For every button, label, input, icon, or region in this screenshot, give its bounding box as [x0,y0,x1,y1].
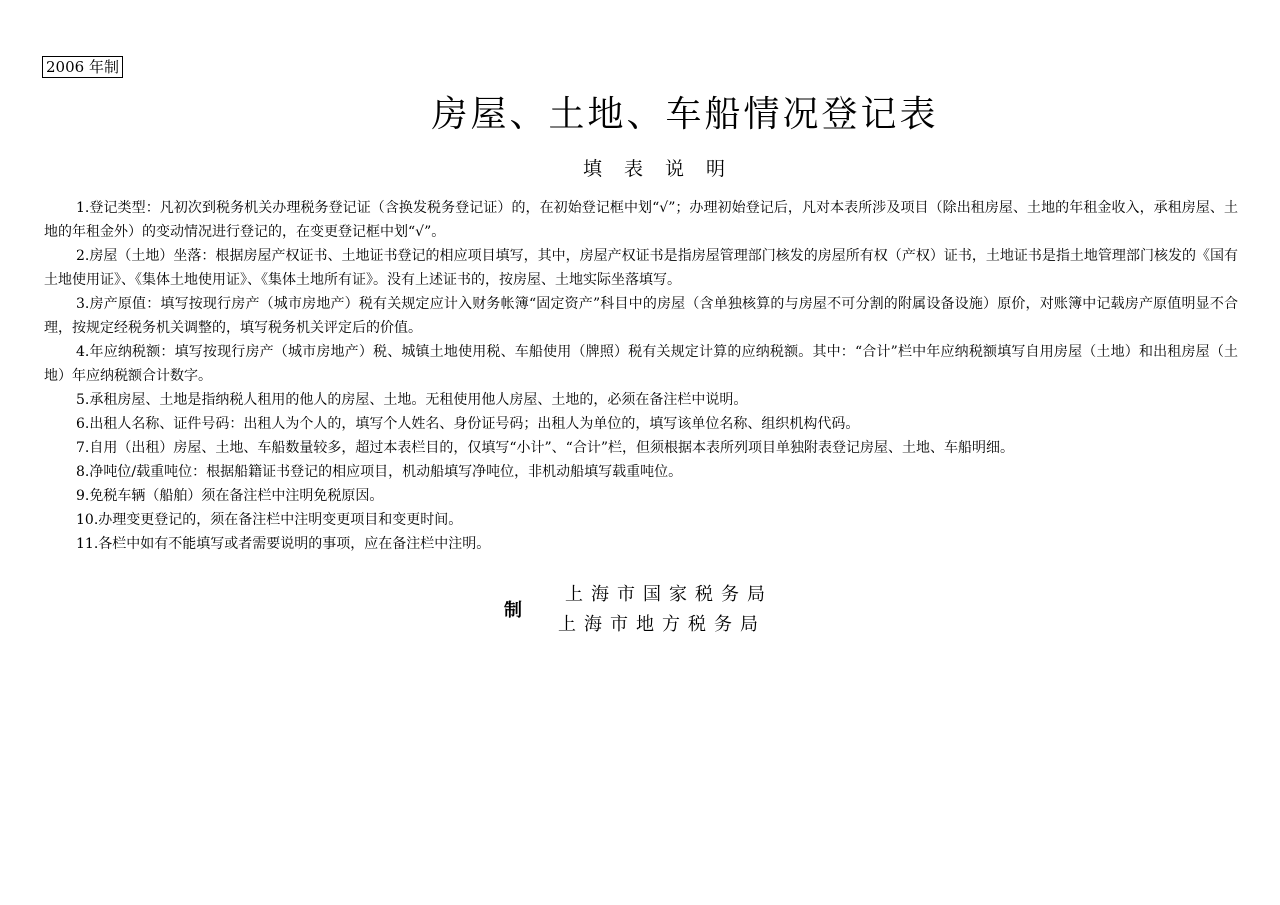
instruction-item: 11.各栏中如有不能填写或者需要说明的事项，应在备注栏中注明。 [76,536,491,552]
year-label: 2006 年制 [42,56,123,78]
instruction-item: 8.净吨位/载重吨位：根据船籍证书登记的相应项目，机动船填写净吨位，非机动船填写载重吨位。 [76,464,683,480]
instruction-item: 6.出租人名称、证件号码：出租人为个人的，填写个人姓名、身份证号码；出租人为单位的，填写该单位名称、组织机构代码。 [76,416,860,432]
instruction-item: 3.房产原值：填写按现行房产（城市房地产）税有关规定应计入财务帐簿“固定资产”科目中的房屋（含单独核算的与房屋不可分割的附属设备设施）原价，对账簿中记载房产原值明显不合理，按规定经税务机关调整的，填写税务机关评定后的价值。 [44,296,1238,336]
instructions-list [44,196,1238,556]
instruction-item: 5.承租房屋、土地是指纳税人租用的他人的房屋、土地。无租使用他人房屋、土地的，必须在备注栏中说明。 [76,392,748,408]
instruction-item: 1.登记类型：凡初次到税务机关办理税务登记证（含换发税务登记证）的，在初始登记框中划“√”；办理初始登记后，凡对本表所涉及项目（除出租房屋、土地的年租金收入，承租房屋、土地的年租金外）的变动情况进行登记的，在变更登记框中划“√”。 [44,200,1238,240]
instructions-heading: 填表说明 [582,158,747,180]
instruction-item: 4.年应纳税额：填写按现行房产（城市房地产）税、城镇土地使用税、车船使用（牌照）税有关规定计算的应纳税额。其中：“合计”栏中年应纳税额填写自用房屋（土地）和出租房屋（土地）年应纳税额合计数字。 [44,344,1238,384]
instruction-item: 2.房屋（土地）坐落：根据房屋产权证书、土地证书登记的相应项目填写，其中，房屋产权证书是指房屋管理部门核发的房屋所有权（产权）证书，土地证书是指土地管理部门核发的《国有土地使用证》、《集体土地使用证》、《集体土地所有证》。没有上述证书的，按房屋、土地实际坐落填写。 [44,248,1238,288]
instruction-item: 10.办理变更登记的，须在备注栏中注明变更项目和变更时间。 [76,512,463,528]
issuer-local-tax-bureau: 上海市地方税务局 [558,614,766,635]
made-by-label: 制 [504,600,522,621]
instruction-item: 9.免税车辆（船舶）须在备注栏中注明免税原因。 [76,488,384,504]
issuer-state-tax-bureau: 上海市国家税务局 [565,584,773,605]
page-title: 房屋、土地、车船情况登记表 [431,94,939,135]
instruction-item: 7.自用（出租）房屋、土地、车船数量较多，超过本表栏目的，仅填写“小计”、“合计”栏，但须根据本表所列项目单独附表登记房屋、土地、车船明细。 [76,440,1014,456]
issuer-block [0,578,1280,638]
